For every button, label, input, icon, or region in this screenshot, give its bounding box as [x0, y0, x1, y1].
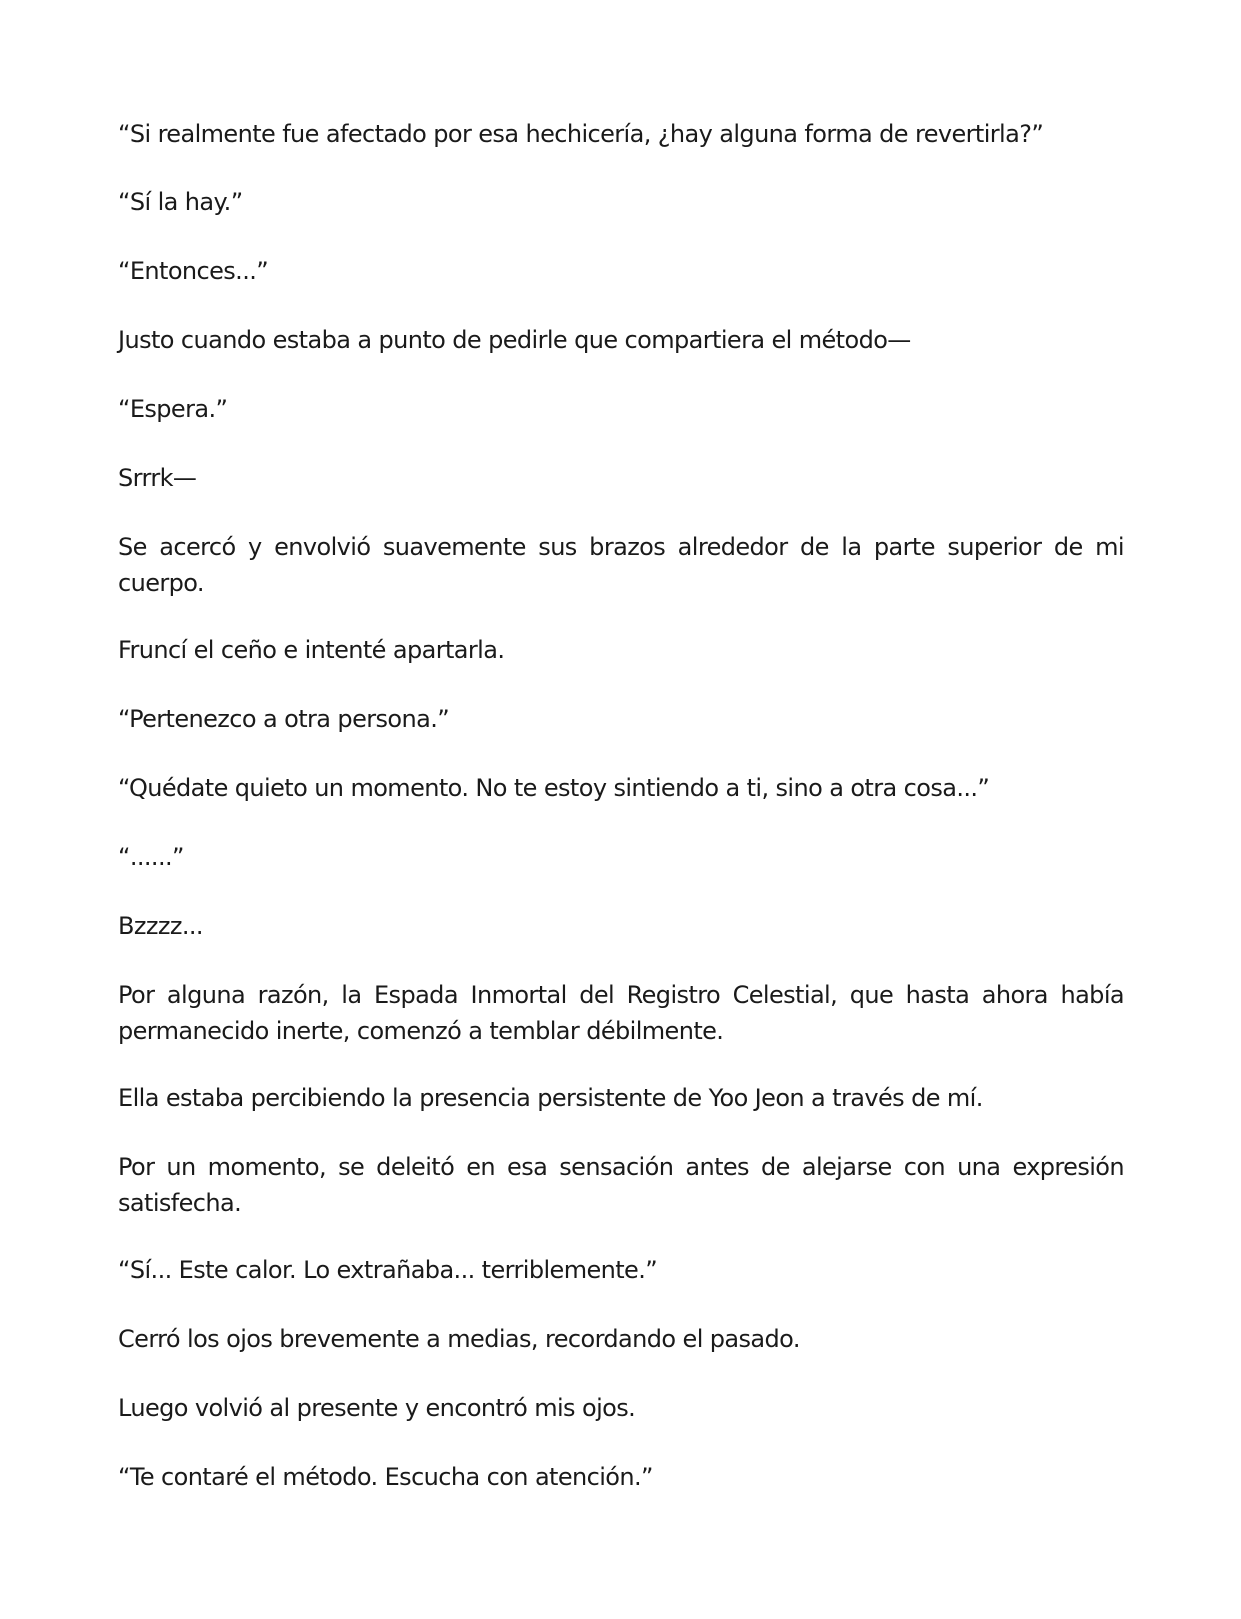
paragraph: Fruncí el ceño e intenté apartarla.: [118, 636, 505, 664]
paragraph: “Entonces...”: [118, 257, 269, 285]
paragraph: Por alguna razón, la Espada Inmortal del Registro Celestial, que hasta ahora había permanecido inerte, comenzó a temblar débilmente.: [118, 981, 1124, 1045]
paragraph: Por un momento, se deleitó en esa sensación antes de alejarse con una expresión satisfecha.: [118, 1153, 1124, 1217]
paragraph: “Sí... Este calor. Lo extrañaba... terriblemente.”: [118, 1256, 658, 1284]
paragraph: Srrrk—: [118, 464, 197, 492]
paragraph: Se acercó y envolvió suavemente sus brazos alrededor de la parte superior de mi cuerpo.: [118, 533, 1124, 597]
paragraph: Justo cuando estaba a punto de pedirle que compartiera el método—: [118, 326, 911, 354]
paragraph: “Sí la hay.”: [118, 188, 243, 216]
paragraph: “Espera.”: [118, 395, 228, 423]
paragraph: Ella estaba percibiendo la presencia persistente de Yoo Jeon a través de mí.: [118, 1084, 983, 1112]
paragraph: Luego volvió al presente y encontró mis ojos.: [118, 1394, 636, 1422]
paragraph: “Si realmente fue afectado por esa hechicería, ¿hay alguna forma de revertirla?”: [118, 120, 1044, 148]
paragraph: “Pertenezco a otra persona.”: [118, 705, 450, 733]
paragraph: “Te contaré el método. Escucha con atención.”: [118, 1463, 653, 1491]
paragraph: “Quédate quieto un momento. No te estoy sintiendo a ti, sino a otra cosa...”: [118, 774, 990, 802]
paragraph: “......”: [118, 843, 184, 871]
paragraph: Bzzzz...: [118, 912, 203, 940]
paragraph: Cerró los ojos brevemente a medias, recordando el pasado.: [118, 1325, 800, 1353]
